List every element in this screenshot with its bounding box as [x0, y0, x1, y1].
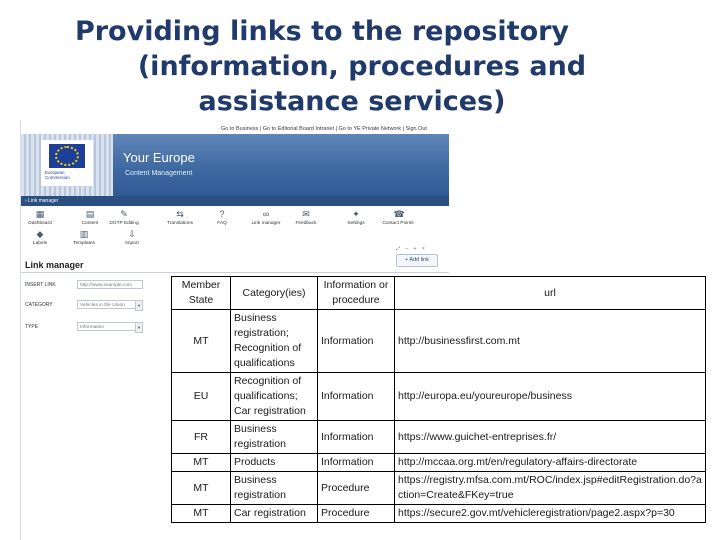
header-info-or-procedure: Information or procedure — [318, 277, 395, 310]
cell-type: Information — [318, 310, 395, 373]
dashboard-icon: ▦ — [35, 209, 45, 219]
toolbar-import[interactable]: ⇩ Import — [125, 229, 139, 246]
cell-category: Products — [231, 454, 318, 472]
category-label: CATEGORY — [25, 302, 53, 308]
faq-icon: ? — [219, 209, 225, 219]
cell-url[interactable]: http://europa.eu/youreurope/business — [395, 373, 706, 421]
breadcrumb: › Link manager — [21, 196, 449, 206]
cell-category: Business registration — [231, 472, 318, 505]
cell-url[interactable]: https://www.guichet-entreprises.fr/ — [395, 421, 706, 454]
panel-controls[interactable]: ⤢ – + × — [396, 246, 427, 252]
import-icon: ⇩ — [128, 229, 136, 239]
insert-link-label: INSERT LINK — [25, 282, 56, 288]
cell-url[interactable]: http://mccaa.org.mt/en/regulatory-affairs-directorate — [395, 454, 706, 472]
chevron-down-icon: ▼ — [135, 322, 143, 333]
header-banner — [21, 134, 449, 196]
settings-icon: ✦ — [352, 209, 360, 219]
title-line-3: assistance services) — [198, 86, 506, 117]
eu-logo — [41, 140, 93, 186]
eu-flag-icon — [49, 144, 85, 168]
cell-url[interactable]: https://registry.mfsa.com.mt/ROC/index.jsp#editRegistration.do?action=Create&FKey=true — [395, 472, 706, 505]
editing-icon: ✎ — [120, 209, 128, 219]
toolbar-dashboard[interactable]: ▦ Dashboard — [28, 209, 52, 226]
table-row — [172, 472, 706, 505]
cell-category: Recognition of qualifications; Car registration — [231, 373, 318, 421]
header-member-state: Member State — [172, 277, 231, 310]
table-header-row — [172, 277, 706, 310]
content-icon: ▤ — [85, 209, 95, 219]
labels-icon: ◆ — [36, 229, 44, 239]
cell-state: MT — [172, 454, 231, 472]
toolbar-content[interactable]: ▤ Content — [81, 209, 99, 226]
cell-type: Procedure — [318, 472, 395, 505]
cell-state: MT — [172, 310, 231, 373]
slide-title — [0, 14, 720, 119]
toolbar-translations[interactable]: ⇆ Translations — [167, 209, 193, 226]
feedback-icon: ✉ — [302, 209, 310, 219]
title-line-1: Providing links to the repository — [74, 16, 570, 47]
top-links[interactable]: Go to Business | Go to Editorial Board Intranet | Go to YE Private Network | Sign Out — [221, 126, 427, 132]
header-url: url — [395, 277, 706, 310]
table-row — [172, 421, 706, 454]
toolbar — [21, 208, 449, 250]
table-row — [172, 310, 706, 373]
type-select[interactable]: Information ▼ — [77, 322, 143, 331]
insert-link-input[interactable]: http://www.example.com — [77, 280, 143, 289]
link-icon: ∞ — [262, 209, 270, 219]
category-select[interactable]: Vehicles in the Union ▼ — [77, 300, 143, 309]
table-row — [172, 454, 706, 472]
toolbar-contact-points[interactable]: ☎ Contact Points — [382, 209, 414, 226]
cell-category: Business registration — [231, 421, 318, 454]
chevron-down-icon: ▼ — [135, 300, 143, 311]
cell-type: Information — [318, 421, 395, 454]
cell-type: Information — [318, 373, 395, 421]
cell-category: Business registration; Recognition of qualifications — [231, 310, 318, 373]
title-line-2: (information, procedures and — [137, 51, 587, 82]
toolbar-feedback[interactable]: ✉ Feedback — [295, 209, 317, 226]
divider — [21, 272, 449, 273]
templates-icon: ▥ — [79, 229, 89, 239]
header-title: Your Europe — [123, 150, 195, 165]
header-subtitle: Content Management — [125, 170, 193, 177]
links-table — [171, 276, 706, 523]
translations-icon: ⇆ — [176, 209, 184, 219]
cell-state: MT — [172, 472, 231, 505]
toolbar-link-manager[interactable]: ∞ Link manager — [251, 209, 281, 226]
eu-logo-text: European Commission — [45, 170, 70, 180]
cell-category: Car registration — [231, 505, 318, 523]
header-categories: Category(ies) — [231, 277, 318, 310]
toolbar-dgtp-editing[interactable]: ✎ DGTP Editing — [109, 209, 139, 226]
cell-state: FR — [172, 421, 231, 454]
table-row — [172, 505, 706, 523]
type-label: TYPE — [25, 324, 39, 330]
toolbar-settings[interactable]: ✦ Settings — [347, 209, 365, 226]
toolbar-templates[interactable]: ▥ Templates — [73, 229, 95, 246]
cell-type: Procedure — [318, 505, 395, 523]
cell-url[interactable]: http://businessfirst.com.mt — [395, 310, 706, 373]
cell-type: Information — [318, 454, 395, 472]
table-row — [172, 373, 706, 421]
cell-state: MT — [172, 505, 231, 523]
contact-icon: ☎ — [393, 209, 405, 219]
toolbar-faq[interactable]: ? FAQ — [217, 209, 227, 226]
cell-state: EU — [172, 373, 231, 421]
cell-url[interactable]: https://secure2.gov.mt/vehicleregistration/page2.aspx?p=30 — [395, 505, 706, 523]
toolbar-labels[interactable]: ◆ Labels — [32, 229, 48, 246]
section-title: Link manager — [25, 260, 84, 270]
add-link-button[interactable]: + Add link — [396, 254, 438, 267]
